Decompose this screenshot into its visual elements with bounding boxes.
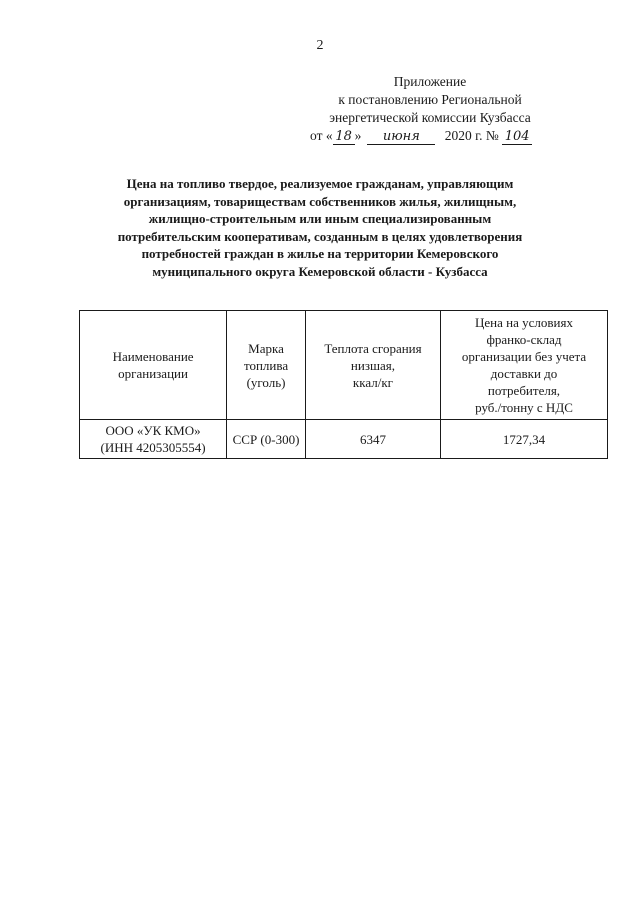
cell-price: 1727,34 — [441, 420, 608, 459]
header-text: руб./тонну с НДС — [475, 400, 573, 415]
date-suffix: » — [354, 128, 362, 143]
organization-name: ООО «УК КМО» — [105, 423, 201, 438]
page-number: 2 — [316, 38, 324, 53]
appendix-line: энергетической комиссии Кузбасса — [329, 110, 531, 125]
header-fuel-grade — [227, 311, 306, 420]
header-text: топлива — [243, 357, 289, 373]
header-price — [441, 311, 608, 420]
header-text: Наименование — [112, 349, 194, 364]
appendix-line: к постановлению Региональной — [338, 92, 522, 107]
title-line: жилищно-строительным или иным специализированным — [148, 211, 492, 226]
handwritten-month: июня — [367, 130, 435, 145]
title-line: потребительским кооперативам, созданным в целях удовлетворения — [117, 228, 523, 244]
title-line: муниципального округа Кемеровской области - Кузбасса — [152, 263, 488, 279]
appendix-block — [300, 73, 560, 145]
header-text: организации — [118, 366, 188, 381]
document-title — [95, 175, 545, 280]
header-text: франко-склад — [486, 332, 562, 347]
header-text: Цена на условиях — [475, 315, 573, 330]
date-prefix: от « — [310, 128, 333, 143]
title-line: потребностей граждан в жилье на территории Кемеровского — [141, 246, 499, 261]
cell-fuel-grade: ССР (0-300) — [227, 420, 306, 459]
title-line: Цена на топливо твердое, реализуемое гражданам, управляющим — [126, 176, 514, 191]
header-text: Марка — [248, 340, 284, 356]
cell-organization — [80, 420, 227, 459]
resolution-date-line — [300, 127, 560, 145]
organization-inn: (ИНН 4205305554) — [100, 440, 206, 455]
header-text: Теплота сгорания — [324, 340, 422, 356]
handwritten-resolution-number: 104 — [502, 130, 532, 145]
header-calorific-value — [305, 311, 440, 420]
cell-calorific-value: 6347 — [305, 420, 440, 459]
title-line: организациям, товариществам собственников жилья, жилищным, — [123, 193, 517, 209]
header-text: ккал/кг — [352, 374, 393, 390]
header-text: доставки до — [490, 366, 558, 381]
appendix-line: Приложение — [393, 74, 467, 89]
header-organization — [80, 311, 227, 420]
header-text: (уголь) — [246, 374, 286, 390]
header-text: организации без учета — [461, 349, 587, 364]
header-text: потребителя, — [487, 383, 561, 398]
year-text: 2020 г. № — [444, 128, 499, 143]
header-text: низшая, — [350, 357, 395, 373]
handwritten-day: 18 — [333, 130, 355, 145]
fuel-price-table — [79, 310, 608, 459]
table-row — [80, 420, 608, 459]
table-header-row — [80, 311, 608, 420]
